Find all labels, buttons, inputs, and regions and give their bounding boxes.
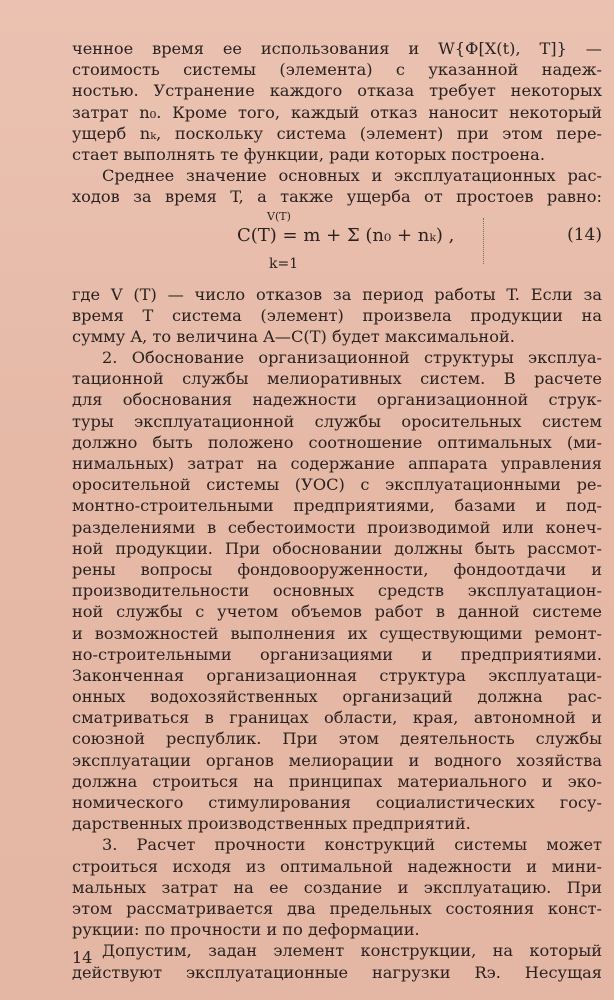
- formula-14: [72, 208, 602, 284]
- text-line: ходов за время T, а также ущерба от простоев равно:: [72, 187, 602, 207]
- text-line: мальных затрат на ее создание и эксплуатацию. При: [72, 877, 602, 897]
- text-line: стоимость системы (элемента) с указанной надеж-: [72, 60, 602, 80]
- text-line: строиться исходя из оптимальной надежности и мини-: [72, 856, 602, 876]
- text-line: 3. Расчет прочности конструкций системы может: [102, 835, 602, 855]
- text-line: должна строиться на принципах материального и эко-: [72, 771, 602, 791]
- text-line: рукции: по прочности и по деформации.: [72, 920, 420, 940]
- text-line: время T система (элемент) произвела продукции на: [72, 305, 602, 325]
- text-line: где V (T) — число отказов за период работы T. Если за: [72, 284, 602, 304]
- page-number: 14: [72, 948, 93, 967]
- text-line: и возможностей выполнения их существующими ремонт-: [72, 623, 602, 643]
- text-line: тационной службы мелиоративных систем. В расчете: [72, 369, 602, 389]
- text-line: онных водохозяйственных организаций должна рас-: [72, 687, 602, 707]
- text-line: союзной республик. При этом деятельность службы: [72, 729, 602, 749]
- text-line: разделениями в себестоимости производимой или конеч-: [72, 517, 602, 537]
- formula-divider: [483, 218, 485, 264]
- text-line: ной продукции. При обосновании должны быть рассмот-: [72, 538, 602, 558]
- formula-sum-upper-limit: V(T): [267, 209, 291, 223]
- text-line: номического стимулирования социалистических госу-: [72, 793, 602, 812]
- text-line: сумму A, то величина A—C(T) будет максимальной.: [72, 326, 515, 346]
- text-line: ной службы с учетом объемов работ в данной системе: [72, 602, 602, 622]
- text-line: монтно-строительными предприятиями, базами и под-: [72, 496, 602, 516]
- text-line: действуют эксплуатационные нагрузки Rэ. Несущая: [72, 962, 602, 982]
- text-line: должно быть положено соотношение оптимальных (ми-: [72, 432, 602, 452]
- text-line: дарственных производственных предприятий.: [72, 814, 471, 834]
- text-line: Среднее значение основных и эксплуатационных рас-: [102, 166, 602, 186]
- text-line: эксплуатации органов мелиорации и водного хозяйства: [72, 750, 602, 770]
- text-line: стает выполнять те функции, ради которых построена.: [72, 144, 545, 164]
- text-line: производительности основных средств эксплуатацион-: [72, 581, 602, 601]
- text-line: 2. Обоснование организационной структуры эксплуа-: [102, 348, 602, 368]
- text-line: но-строительными организациями и предприятиями.: [72, 644, 602, 664]
- text-line: для обоснования надежности организационной струк-: [72, 390, 602, 410]
- text-line: Законченная организационная структура эксплуатаци-: [72, 665, 602, 685]
- formula-sum-lower-limit: k=1: [269, 255, 299, 272]
- text-line: затрат n₀. Кроме того, каждый отказ наносит некоторый: [72, 102, 602, 122]
- text-line: туры эксплуатационной службы оросительных систем: [72, 411, 602, 431]
- text-line: оросительной системы (УОС) с эксплуатационными ре-: [72, 475, 602, 495]
- text-line: нимальных) затрат на содержание аппарата управления: [72, 454, 602, 473]
- text-line: этом рассматривается два предельных состояния конст-: [72, 898, 602, 918]
- text-line: Допустим, задан элемент конструкции, на который: [102, 941, 602, 961]
- text-line: ченное время ее использования и W{Ф[X(t), T]} —: [72, 39, 602, 58]
- equation-number: (14): [567, 224, 602, 245]
- text-line: рены вопросы фондовооруженности, фондоотдачи и: [72, 559, 602, 579]
- text-line: ностью. Устранение каждого отказа требует некоторых: [72, 81, 602, 101]
- text-line: ущерб nₖ, поскольку система (элемент) при этом пере-: [72, 123, 602, 143]
- page-text: [72, 38, 602, 983]
- formula-expression: C(T) = m + Σ (n₀ + nₖ) ,: [237, 224, 455, 246]
- text-line: сматриваться в границах области, края, автономной и: [72, 708, 602, 728]
